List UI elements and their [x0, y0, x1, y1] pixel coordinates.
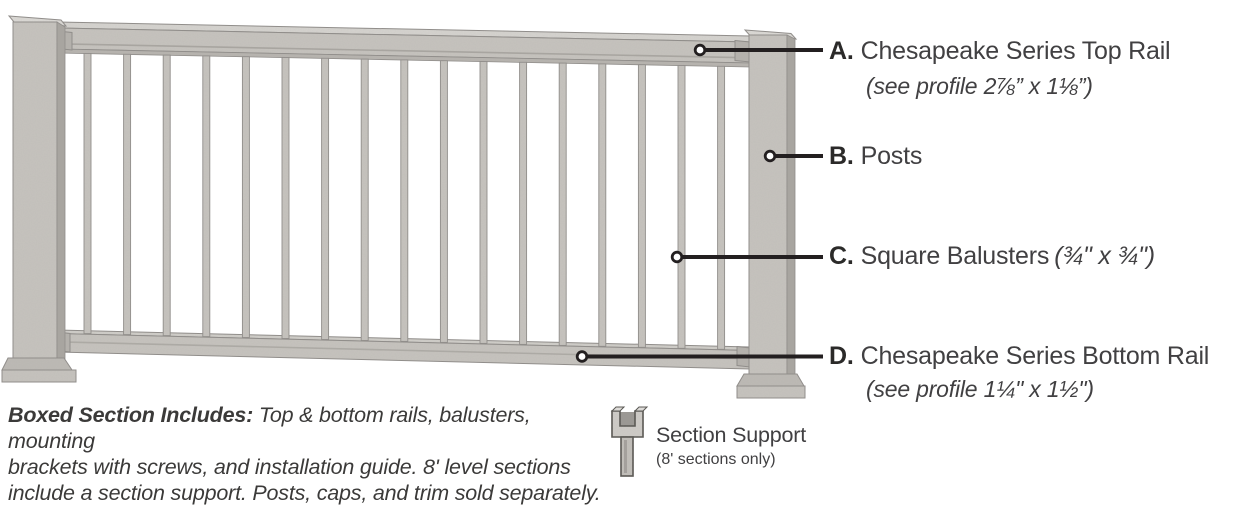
callout-dots [577, 45, 775, 361]
section-support-sublabel: (8' sections only) [656, 451, 776, 468]
callout-letter-c: C. [829, 242, 854, 270]
note-prefix: Boxed Section Includes: [8, 403, 254, 427]
callout-text-a: Chesapeake Series Top Rail [860, 37, 1171, 65]
callout-letter-a: A. [829, 37, 854, 65]
callout-dot-c [672, 252, 682, 262]
callout-dot-b [765, 151, 775, 161]
boxed-section-note [8, 402, 608, 506]
callout-dot-a [695, 45, 705, 55]
callout-label-a [829, 37, 1170, 66]
note-line-3: include a section support. Posts, caps, and trim sold separately. [8, 481, 601, 505]
callout-subtext-d: (see profile 1¼" x 1½") [866, 376, 1094, 402]
callout-text-d: Chesapeake Series Bottom Rail [860, 342, 1210, 370]
note-line-1-rest: Top & bottom rails, balusters, mounting [8, 403, 531, 453]
callout-text-b: Posts [860, 142, 923, 170]
callout-dot-d [577, 352, 587, 362]
callout-dims-c: (¾" x ¾") [1054, 242, 1155, 270]
callout-letter-d: D. [829, 342, 854, 370]
callout-label-c [829, 242, 1155, 271]
callout-text-c: Square Balusters [860, 242, 1050, 270]
note-line-2: brackets with screws, and installation guide. 8' level sections [8, 455, 571, 479]
section-support-label: Section Support [656, 423, 806, 447]
callout-label-b [829, 142, 922, 171]
callout-label-d [829, 342, 1209, 371]
callout-subtext-a: (see profile 2⅞” x 1⅛”) [866, 73, 1093, 99]
callout-letter-b: B. [829, 142, 854, 170]
note-line-1 [8, 402, 608, 454]
